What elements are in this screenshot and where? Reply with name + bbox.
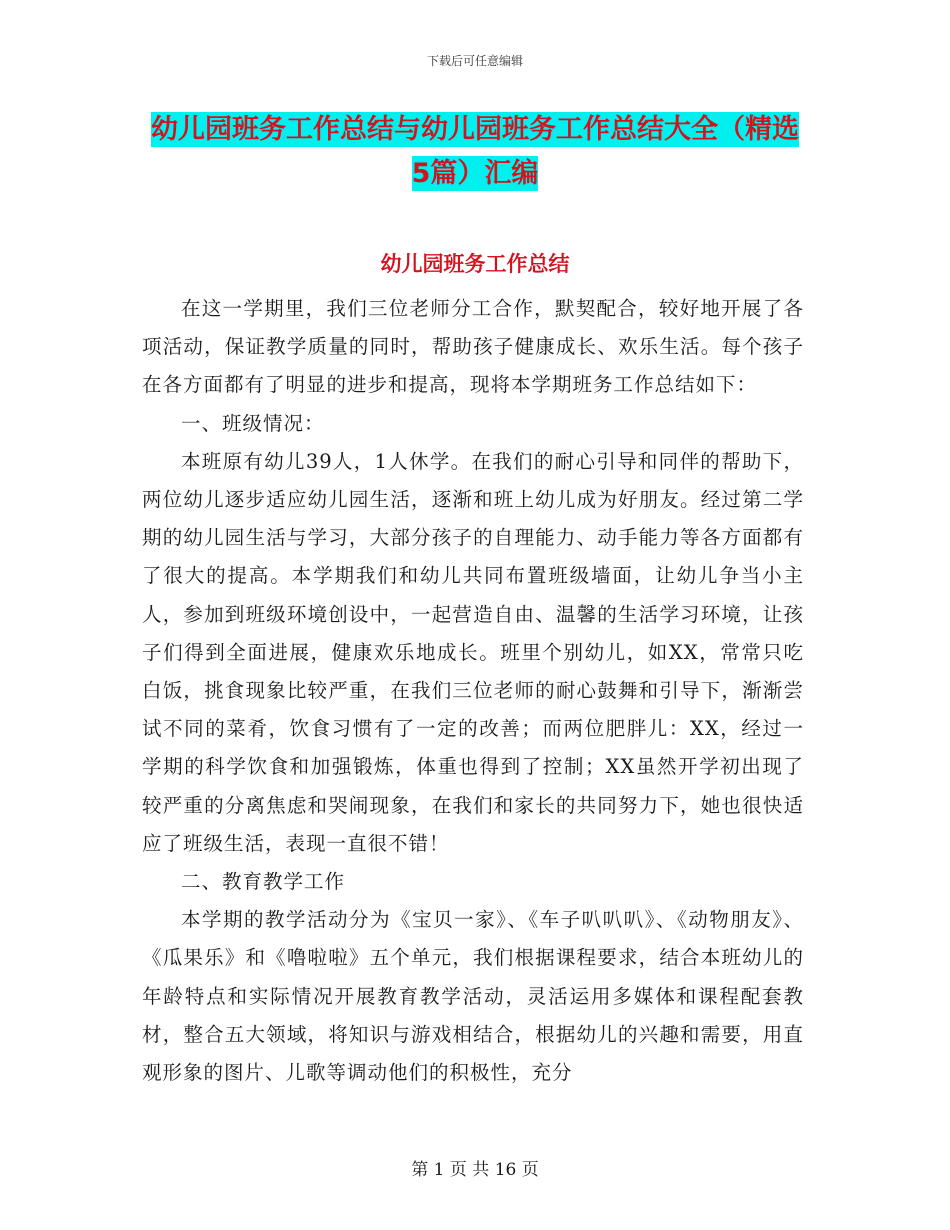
heading-teaching-work: 二、教育教学工作 (181, 870, 346, 894)
paragraph-teaching-work: 本学期的教学活动分为《宝贝一家》、《车子叭叭叭》、《动物朋友》、《瓜果乐》和《噜啦啦》五个单元，我们根据课程要求，结合本班幼儿的年龄特点和实际情况开展教育教学活动，灵活运用多媒体和课程配套教材，整合五大领域，将知识与游戏相结合，根据幼儿的兴趣和需要，用直观形象的图片、儿歌等调动他们的积极性，充分 (142, 908, 804, 1085)
paragraph-intro: 在这一学期里，我们三位老师分工合作，默契配合，较好地开展了各项活动，保证教学质量的同时，帮助孩子健康成长、欢乐生活。每个孩子在各方面都有了明显的进步和提高，现将本学期班务工作总结如下： (142, 297, 804, 397)
heading-class-situation: 一、班级情况： (181, 411, 325, 435)
document-title-text: 幼儿园班务工作总结与幼儿园班务工作总结大全（精选5篇）汇编 (151, 114, 799, 189)
body-text (142, 290, 804, 1092)
header-note: 下载后可任意编辑 (426, 54, 523, 68)
document-title (145, 108, 805, 196)
paragraph-class-situation: 本班原有幼儿39人，1人休学。在我们的耐心引导和同伴的帮助下，两位幼儿逐步适应幼儿园生活，逐渐和班上幼儿成为好朋友。经过第二学期的幼儿园生活与学习，大部分孩子的自理能力、动手能力等各方面都有了很大的提高。本学期我们和幼儿共同布置班级墙面，让幼儿争当小主人，参加到班级环境创设中，一起营造自由、温馨的生活学习环境，让孩子们得到全面进展，健康欢乐地成长。班里个别幼儿，如XX，常常只吃白饭，挑食现象比较严重，在我们三位老师的耐心鼓舞和引导下，渐渐尝试不同的菜肴，饮食习惯有了一定的改善；而两位肥胖儿：XX，经过一学期的科学饮食和加强锻炼，体重也得到了控制；XX虽然开学初出现了较严重的分离焦虑和哭闹现象，在我们和家长的共同努力下，她也很快适应了班级生活，表现一直很不错！ (142, 449, 804, 855)
page-footer: 第 1 页 共 16 页 (411, 1160, 539, 1180)
section-title: 幼儿园班务工作总结 (380, 252, 570, 276)
